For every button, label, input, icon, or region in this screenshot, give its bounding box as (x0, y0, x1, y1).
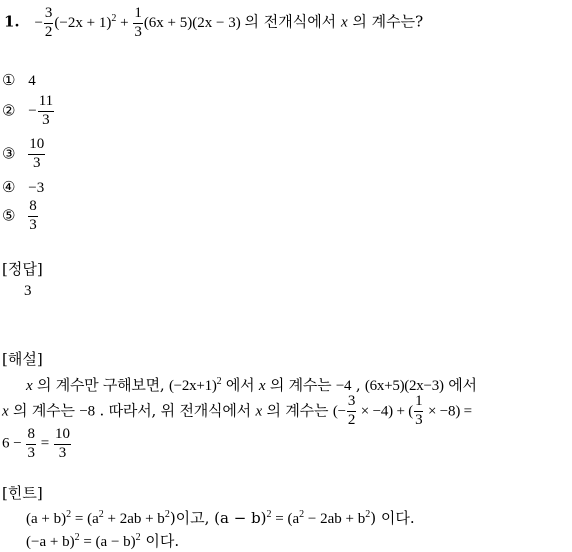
choice-1[interactable] (2, 71, 36, 90)
fraction-numerator: 1 (415, 393, 423, 409)
expression-term: (−a + b) (26, 534, 75, 550)
variable-x: x (340, 14, 348, 31)
exponent: 2 (135, 532, 141, 543)
fraction-numerator: 10 (29, 136, 45, 152)
solution-line-1 (26, 374, 477, 395)
expression-term: (6x + 5)(2x − 3) (143, 14, 241, 31)
expression-term: − 2ab + b (304, 511, 366, 527)
fraction-numerator: 8 (29, 198, 37, 214)
expression-term: = (a (71, 511, 99, 527)
fraction-denominator: 2 (347, 411, 356, 428)
question-text: 의 전개식에서 (244, 12, 341, 31)
solution-text: 의 계수는 (261, 401, 333, 420)
equals-sign: = (36, 435, 53, 452)
fraction-numerator: 8 (27, 426, 35, 442)
exponent: 2 (365, 509, 371, 520)
solution-text: 에서 (221, 376, 259, 394)
fraction-numerator: 1 (134, 5, 142, 21)
exponent: 2 (74, 532, 80, 543)
choice-fraction (28, 199, 38, 234)
exponent: 2 (266, 509, 272, 520)
choice-fraction (38, 94, 54, 129)
solution-label: [해설] (2, 350, 43, 368)
exponent: 2 (98, 509, 104, 520)
minus-sign: − (34, 14, 43, 31)
exponent: 2 (164, 509, 170, 520)
choice-5[interactable] (2, 199, 39, 234)
expression-term: (− (332, 403, 346, 420)
fraction-ten-thirds (54, 427, 71, 462)
fraction-numerator: 11 (38, 93, 54, 109)
expression-term: × −4) + ( (357, 403, 414, 420)
hint-line-2 (26, 530, 179, 551)
exponent: 2 (66, 509, 72, 520)
exponent: 2 (216, 376, 222, 387)
expression-term: 6 − (2, 435, 26, 452)
hint-line-1 (26, 507, 415, 528)
fraction-one-third (133, 6, 143, 41)
expression-term: × −8) = (424, 403, 472, 420)
fraction-three-halves (44, 6, 54, 41)
problem-expression (34, 5, 244, 40)
exponent: 2 (111, 12, 117, 24)
fraction-denominator: 3 (38, 111, 54, 129)
fraction-numerator: 3 (44, 5, 53, 21)
fraction-denominator: 3 (29, 216, 37, 233)
plus-sign: + (116, 14, 133, 31)
variable-x: x (258, 378, 266, 394)
choice-marker: ④ (2, 178, 16, 196)
variable-x: x (26, 378, 33, 394)
choice-marker: ⑤ (2, 206, 16, 225)
expression-term: + 2ab + b (103, 511, 165, 527)
choice-2[interactable] (2, 94, 55, 129)
choice-marker: ② (2, 101, 16, 120)
solution-text: 에서 (443, 376, 477, 394)
fraction-denominator: 3 (415, 411, 423, 428)
choice-4[interactable] (2, 178, 44, 197)
solution-text: . 따라서, 위 전개식에서 (94, 401, 256, 420)
expression-term: = (a (271, 511, 300, 527)
hint-text: 이다. (140, 532, 180, 550)
expression-term: (a + b) (26, 511, 67, 527)
minus-sign: − (28, 103, 37, 120)
variable-x: x (2, 403, 9, 420)
fraction-denominator: 3 (28, 154, 45, 172)
solution-text: , (351, 376, 365, 394)
variable-x: x (255, 403, 262, 420)
fraction-numerator: 3 (347, 393, 356, 409)
expression-term: = (a − b) (79, 534, 136, 550)
exponent: 2 (299, 509, 305, 520)
solution-line-2 (2, 394, 472, 429)
fraction-denominator: 3 (54, 444, 71, 462)
solution-text: 의 계수만 구해보면, (32, 376, 169, 394)
fraction-denominator: 3 (134, 23, 142, 40)
fraction-numerator: 10 (54, 426, 70, 442)
coefficient-value: −8 (79, 403, 95, 420)
hint-text: ) 이다. (370, 509, 415, 527)
choice-value: −3 (28, 180, 45, 196)
solution-text: 의 계수는 (8, 401, 80, 420)
choice-3[interactable] (2, 137, 46, 172)
problem-statement (4, 6, 423, 41)
choice-value: 4 (28, 73, 36, 89)
fraction-three-halves (347, 394, 356, 429)
solution-text: 의 계수는 (265, 376, 336, 394)
fraction-eight-thirds (26, 427, 36, 462)
fraction-one-third (414, 394, 423, 429)
expression-term: (−2x + 1) (54, 14, 112, 31)
coefficient-value: −4 (335, 378, 352, 394)
solution-line-3 (2, 427, 72, 462)
choice-fraction (28, 137, 45, 172)
hint-text: )이고, (a − b) (169, 509, 267, 527)
fraction-denominator: 2 (44, 23, 53, 40)
expression-term: (−2x+1) (168, 378, 217, 394)
problem-number: 1. (4, 12, 20, 31)
choice-marker: ③ (2, 144, 16, 163)
question-text-end: 의 계수는? (347, 12, 424, 31)
answer-label: [정답] (2, 260, 43, 278)
fraction-denominator: 3 (27, 444, 35, 461)
choice-marker: ① (2, 71, 16, 89)
answer-value: 3 (24, 283, 32, 299)
expression-term: (6x+5)(2x−3) (364, 378, 444, 394)
hint-label: [힌트] (2, 484, 43, 502)
